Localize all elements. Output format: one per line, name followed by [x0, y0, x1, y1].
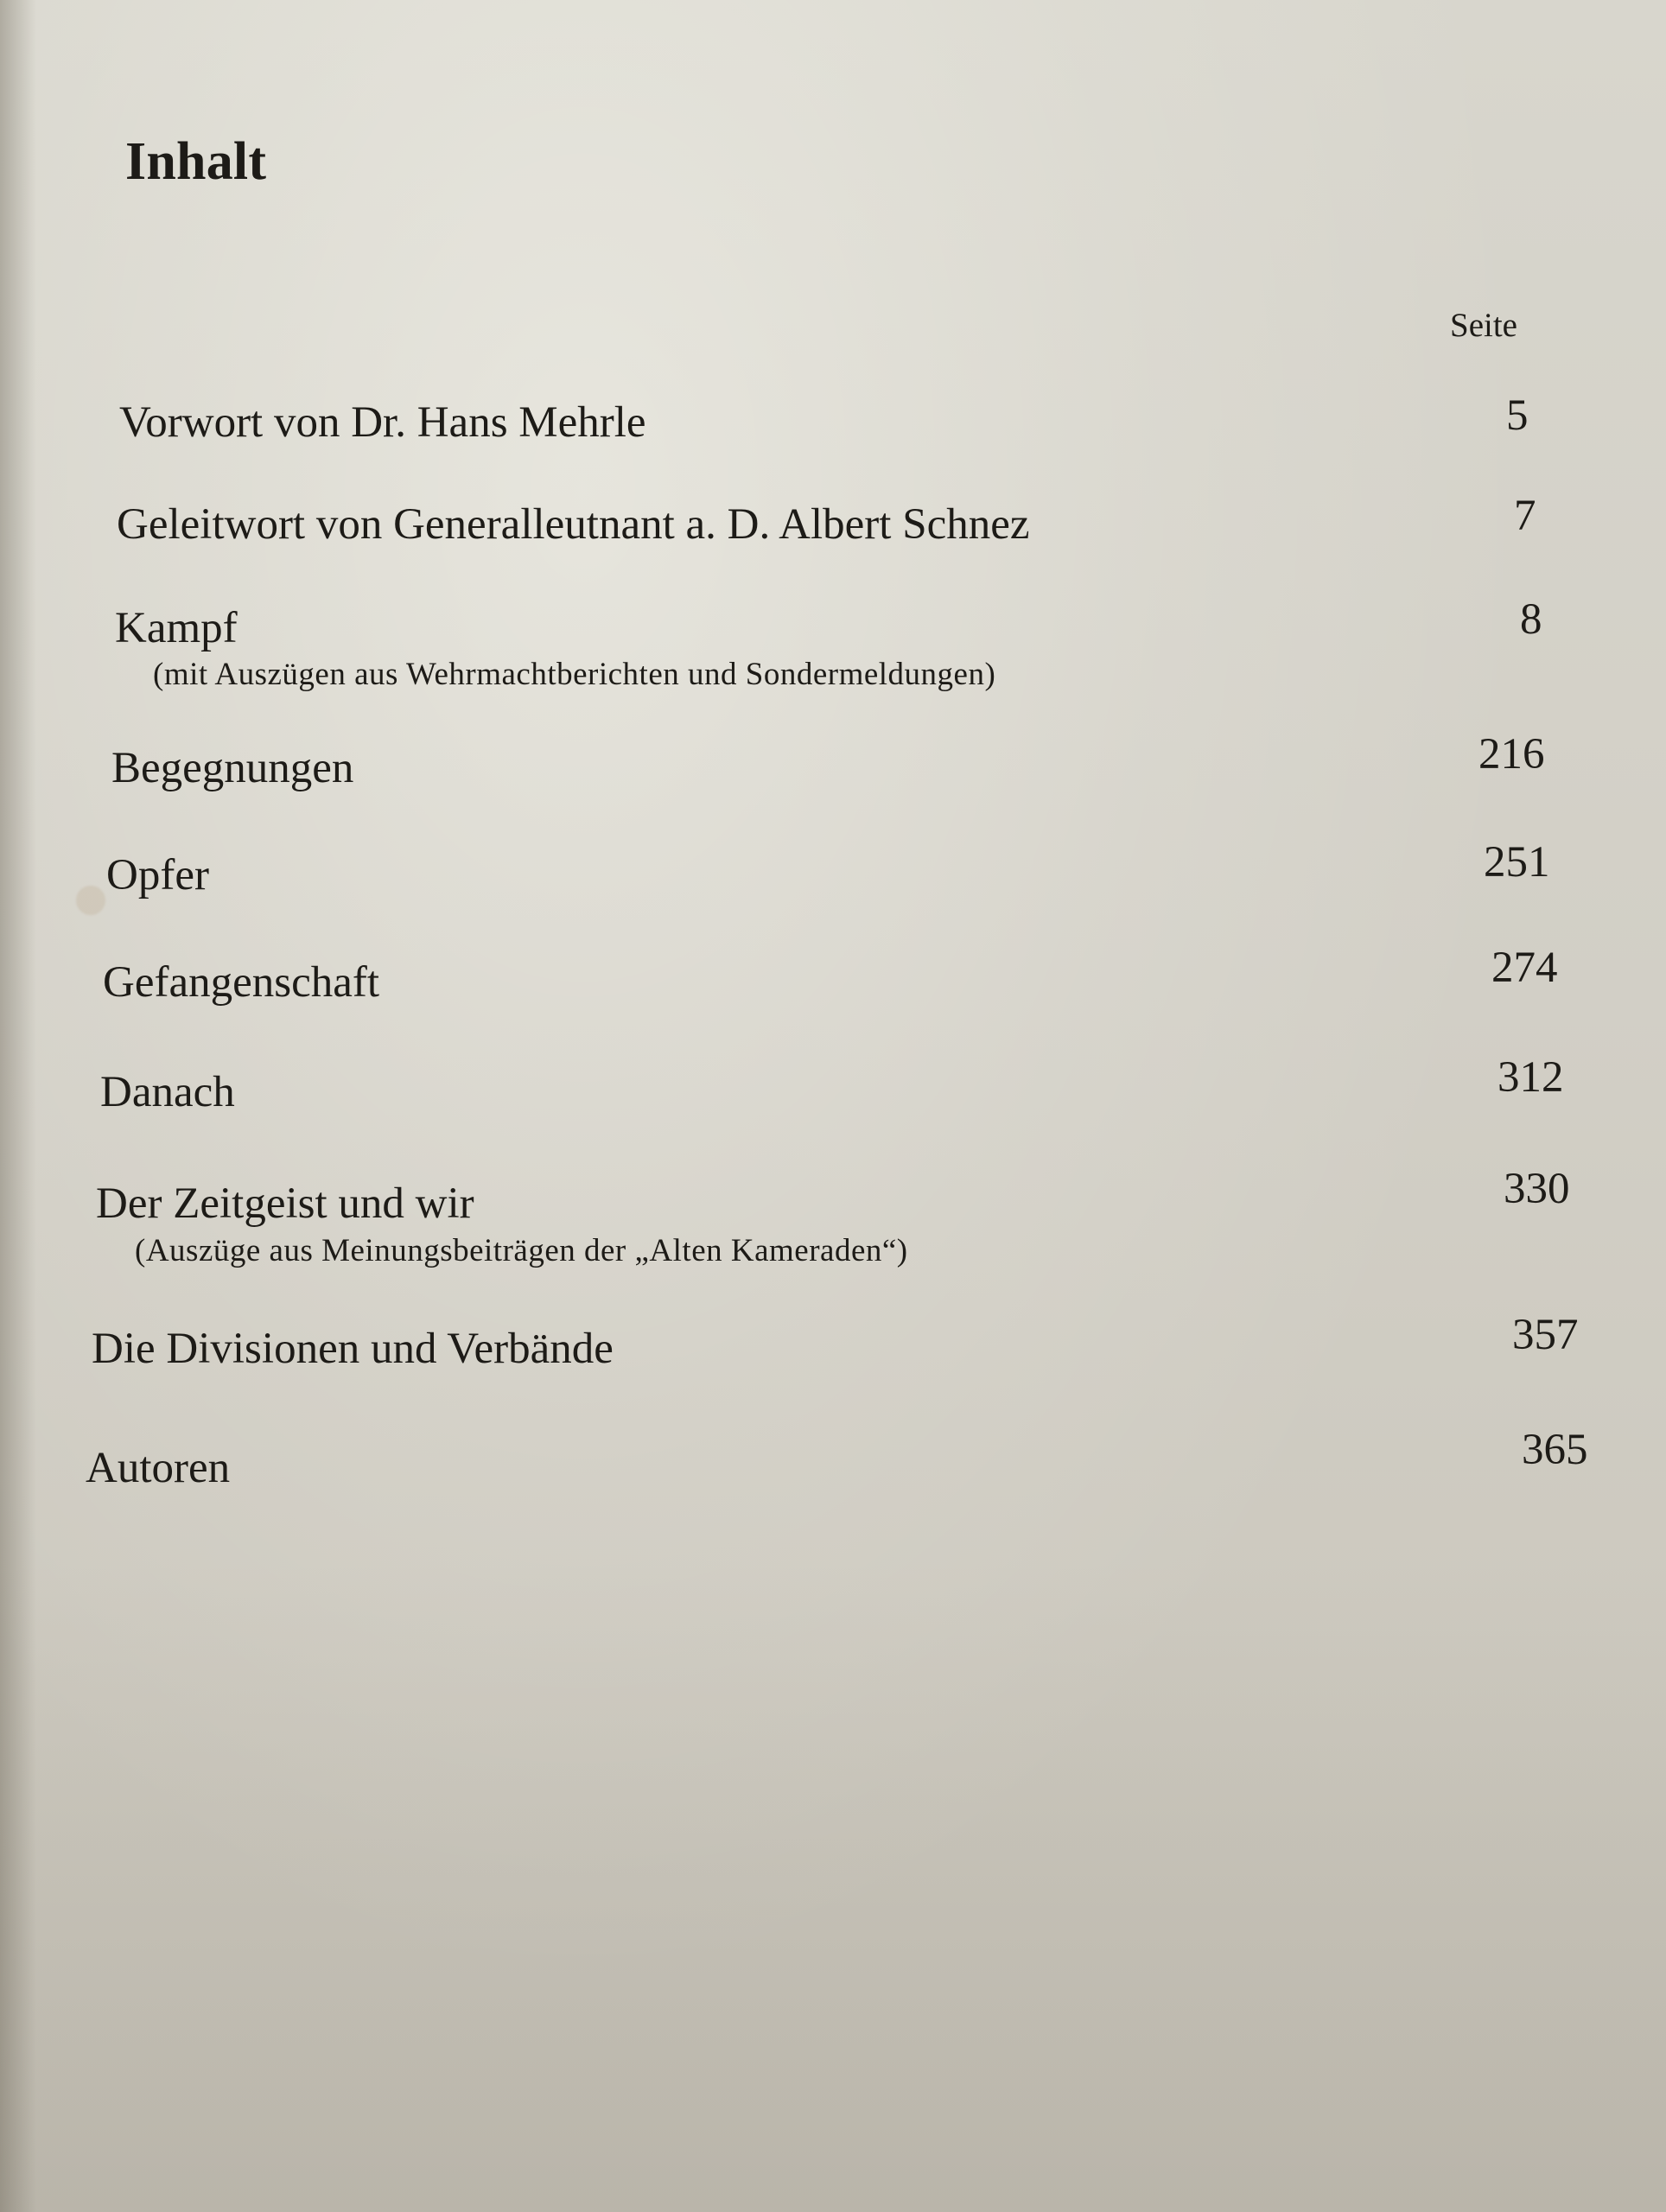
toc-entry-page: 357	[1512, 1311, 1579, 1359]
contents-heading: Inhalt	[125, 132, 267, 191]
toc-entry-title: Gefangenschaft	[103, 958, 379, 1007]
toc-entry-page: 330	[1504, 1165, 1570, 1213]
toc-entry-title: Begegnungen	[111, 744, 354, 792]
toc-entry-page: 216	[1478, 730, 1545, 779]
toc-entry-title: Die Divisionen und Verbände	[92, 1325, 614, 1373]
page-bottom-shade	[0, 1555, 1666, 2212]
toc-entry-title: Vorwort von Dr. Hans Mehrle	[119, 398, 646, 447]
toc-entry-page: 312	[1497, 1053, 1564, 1102]
toc-entry-subtitle: (mit Auszügen aus Wehrmachtberichten und Sondermeldungen)	[153, 657, 996, 692]
toc-entry-page: 365	[1522, 1426, 1588, 1474]
toc-entry-page: 274	[1491, 944, 1558, 992]
toc-entry-page: 251	[1484, 838, 1550, 887]
toc-entry-page: 7	[1514, 492, 1536, 540]
toc-entry-subtitle: (Auszüge aus Meinungsbeiträgen der „Alten Kameraden“)	[135, 1233, 908, 1268]
toc-entry-title: Danach	[100, 1068, 235, 1116]
toc-entry-page: 5	[1506, 391, 1529, 440]
toc-entry-title: Opfer	[106, 851, 209, 899]
toc-entry-title: Geleitwort von Generalleutnant a. D. Albert Schnez	[117, 500, 1030, 549]
toc-entry-title: Autoren	[86, 1444, 231, 1492]
toc-entry-title: Kampf	[115, 604, 238, 652]
toc-entry-page: 8	[1520, 595, 1542, 644]
toc-entry-title: Der Zeitgeist und wir	[96, 1179, 474, 1228]
paper-stain	[76, 886, 105, 915]
page-column-label: Seite	[1450, 307, 1517, 344]
